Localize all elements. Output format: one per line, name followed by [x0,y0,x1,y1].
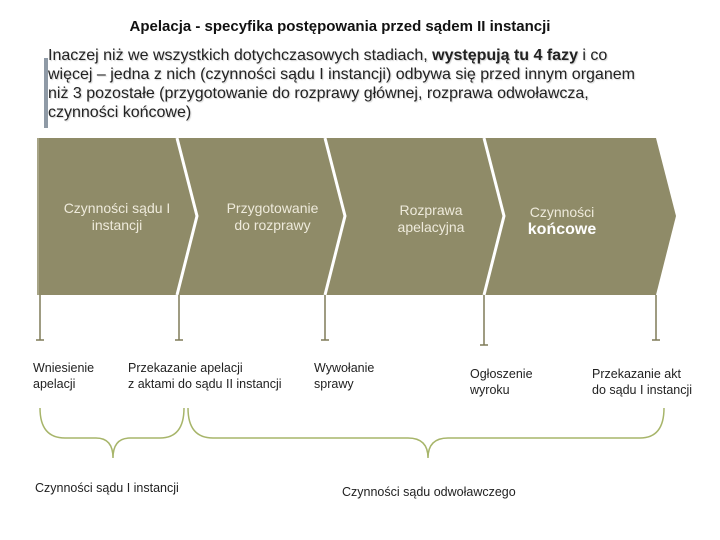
phase-1-line1: Czynności sądu I [63,200,171,216]
brace-appellate-court [188,408,664,458]
event-1-line1: Wniesienie [33,361,95,375]
group-label-first-instance: Czynności sądu I instancji [35,481,179,495]
event-5-line1: Przekazanie akt [592,367,681,381]
brace-court-first-instance [40,408,184,458]
event-label-4 [470,366,533,398]
event-1-line2: apelacji [33,377,76,391]
phase-2-line2: do rozprawy [234,217,311,233]
phase-2-line1: Przygotowanie [226,200,319,216]
event-2-line2: z aktami do sądu II instancji [128,377,282,391]
phase-3-line1: Rozprawa [399,202,463,218]
event-2-line1: Przekazanie apelacji [128,361,243,375]
event-3-line2: sprawy [314,377,354,391]
phase-3-line2: apelacyjna [397,219,465,235]
event-marker-2 [175,295,183,340]
page-title: Apelacja - specyfika postępowania przed sądem II instancji [129,18,551,35]
phase-label-2 [200,200,345,234]
event-marker-1 [36,295,44,340]
event-marker-4 [480,295,488,345]
event-label-5 [592,366,718,398]
event-3-line1: Wywołanie [314,361,375,375]
intro-part2: i co więcej – jedna z nich (czynności sądu I instancji) odbywa się przed innym organem niż 3 pozostałe (przygotowanie do rozprawy głównej, rozprawa odwoławcza, czynności końcowe) [48,47,635,121]
event-marker-3 [321,295,329,340]
event-label-1 [33,360,94,392]
event-4-line2: wyroku [470,383,510,397]
event-4-line1: Ogłoszenie [470,367,533,381]
group-label-appellate: Czynności sądu odwoławczego [342,485,516,499]
event-marker-5 [652,295,660,340]
phase-label-1 [48,200,186,234]
event-label-2 [128,360,282,392]
event-5-line2: do sądu I instancji [592,383,693,397]
intro-part1: Inaczej niż we wszystkich dotychczasowych stadiach, [48,47,433,64]
phase-label-4 [506,204,618,238]
phase-4-line2: końcowe [527,221,597,238]
intro-bold: występują tu 4 fazy [432,47,578,64]
phase-4-line1: Czynności [529,204,595,220]
phase-1-line2: instancji [91,217,143,233]
event-label-3 [314,360,374,392]
phase-label-3 [360,202,502,236]
